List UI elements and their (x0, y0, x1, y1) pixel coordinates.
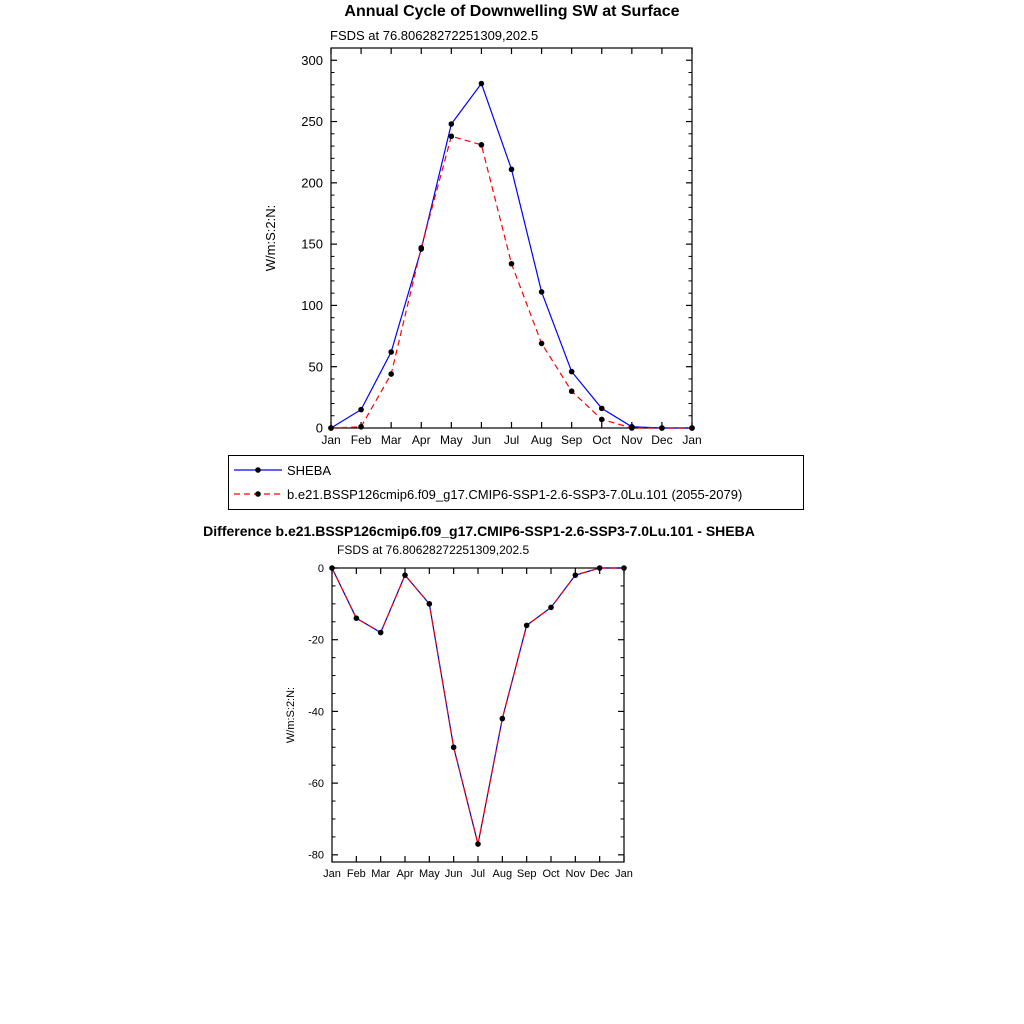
svg-text:50: 50 (308, 359, 323, 375)
svg-text:W/m:S:2:N:: W/m:S:2:N: (285, 686, 297, 744)
legend-item (229, 458, 803, 482)
svg-text:Jan: Jan (323, 868, 341, 880)
difference-chart (270, 558, 690, 893)
svg-text:0: 0 (317, 562, 324, 575)
svg-text:Dec: Dec (651, 433, 673, 447)
chart2-title: Difference b.e21.BSSP126cmip6.f09_g17.CMIP6-SSP1-2.6-SSP3-7.0Lu.101 - SHEBA (203, 523, 755, 539)
svg-text:W/m:S:2:N:: W/m:S:2:N: (263, 204, 278, 272)
svg-text:Sep: Sep (516, 868, 537, 880)
svg-text:-20: -20 (308, 634, 324, 647)
svg-text:Oct: Oct (542, 868, 560, 880)
svg-text:Mar: Mar (371, 868, 391, 880)
svg-text:Aug: Aug (530, 433, 553, 447)
svg-text:Jun: Jun (444, 868, 463, 880)
svg-text:Jun: Jun (471, 433, 492, 447)
legend (228, 455, 804, 510)
legend-item (229, 482, 803, 506)
svg-text:Jan: Jan (321, 433, 341, 447)
svg-text:Feb: Feb (346, 868, 366, 880)
svg-text:Nov: Nov (621, 433, 643, 447)
chart1-title: Annual Cycle of Downwelling SW at Surface (344, 3, 680, 20)
svg-text:May: May (439, 433, 463, 447)
svg-text:200: 200 (301, 175, 323, 191)
chart1-subtitle: FSDS at 76.80628272251309,202.5 (330, 28, 539, 43)
svg-text:Nov: Nov (565, 868, 586, 880)
legend-line-sample (233, 463, 283, 477)
svg-text:Aug: Aug (492, 868, 513, 880)
svg-text:Dec: Dec (589, 868, 610, 880)
svg-text:Jan: Jan (615, 868, 633, 880)
svg-text:Jul: Jul (503, 433, 520, 447)
svg-text:0: 0 (315, 420, 323, 436)
svg-text:Sep: Sep (560, 433, 583, 447)
svg-text:100: 100 (301, 297, 323, 313)
svg-text:-40: -40 (308, 706, 324, 719)
svg-text:Mar: Mar (380, 433, 402, 447)
legend-label: SHEBA (287, 462, 332, 478)
chart2-subtitle: FSDS at 76.80628272251309,202.5 (337, 543, 530, 557)
svg-text:150: 150 (301, 236, 323, 252)
svg-text:-60: -60 (308, 777, 324, 790)
svg-text:300: 300 (301, 52, 323, 68)
svg-text:-80: -80 (308, 849, 324, 862)
legend-line-sample (233, 487, 283, 501)
svg-text:Oct: Oct (592, 433, 612, 447)
svg-text:Jan: Jan (682, 433, 702, 447)
svg-text:Apr: Apr (411, 433, 431, 447)
svg-text:250: 250 (301, 114, 323, 130)
svg-text:Feb: Feb (350, 433, 372, 447)
svg-text:May: May (418, 868, 440, 880)
legend-label: b.e21.BSSP126cmip6.f09_g17.CMIP6-SSP1-2.6-SSP3-7.0Lu.101 (2055-2079) (287, 486, 743, 502)
svg-text:Jul: Jul (470, 868, 486, 880)
svg-text:Apr: Apr (396, 868, 414, 880)
annual-cycle-chart (250, 38, 730, 458)
